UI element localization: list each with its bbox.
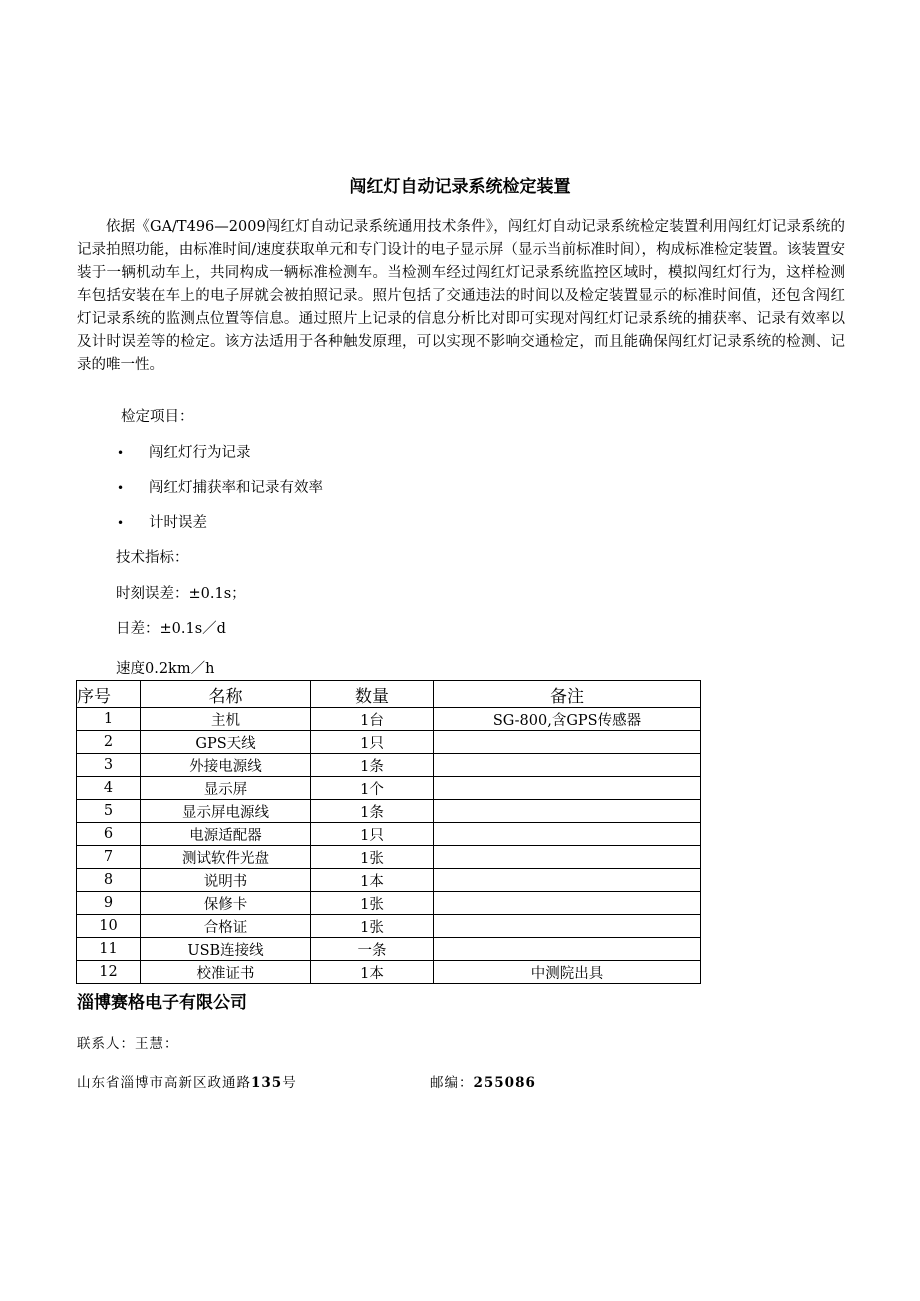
cell-name: USB连接线 bbox=[141, 938, 311, 961]
inspection-item: 闯红灯捕获率和记录有效率 bbox=[149, 480, 323, 496]
cell-name: GPS天线 bbox=[141, 731, 311, 754]
cell-quantity: 1台 bbox=[311, 708, 434, 731]
cell-name: 说明书 bbox=[141, 869, 311, 892]
table-row bbox=[77, 892, 701, 915]
address-suffix: 号 bbox=[282, 1075, 297, 1091]
document-title: 闯红灯自动记录系统检定装置 bbox=[349, 177, 571, 197]
table-row bbox=[77, 731, 701, 754]
cell-quantity: 1本 bbox=[311, 869, 434, 892]
cell-index: 10 bbox=[77, 915, 141, 938]
cell-quantity: 1个 bbox=[311, 777, 434, 800]
intro-paragraph: 依据《GA/T496—2009闯红灯自动记录系统通用技术条件》，闯红灯自动记录系统检定装置利用闯红灯记录系统的记录拍照功能，由标准时间/速度获取单元和专门设计的电子显示屏（显示当前标准时间），构成标准检定装置。该装置安装于一辆机动车上，共同构成一辆标准检测车。当检测车经过闯红灯记录系统监控区域时，模拟闯红灯行为，这样检测车包括安装在车上的电子屏就会被拍照记录。照片包括了交通违法的时间以及检定装置显示的标准时间值，还包含闯红灯记录系统的监测点位置等信息。通过照片上记录的信息分析比对即可实现对闯红灯记录系统的捕获率、记录有效率以及计时误差等的检定。该方法适用于各种触发原理，可以实现不影响交通检定，而且能确保闯红灯记录系统的检测、记录的唯一性。 bbox=[77, 219, 845, 373]
cell-remarks bbox=[434, 869, 701, 892]
inspection-item: 闯红灯行为记录 bbox=[149, 445, 251, 461]
cell-quantity: 1条 bbox=[311, 800, 434, 823]
cell-quantity: 1张 bbox=[311, 892, 434, 915]
cell-quantity: 1只 bbox=[311, 823, 434, 846]
cell-name: 外接电源线 bbox=[141, 754, 311, 777]
table-row bbox=[77, 823, 701, 846]
cell-remarks bbox=[434, 823, 701, 846]
cell-name: 显示屏 bbox=[141, 777, 311, 800]
header-quantity: 数量 bbox=[311, 681, 434, 708]
cell-remarks bbox=[434, 754, 701, 777]
cell-name: 合格证 bbox=[141, 915, 311, 938]
address-prefix: 山东省淄博市高新区政通路 bbox=[77, 1075, 251, 1091]
cell-index: 3 bbox=[77, 754, 141, 777]
company-name: 淄博赛格电子有限公司 bbox=[77, 993, 247, 1013]
header-index: 序号 bbox=[77, 681, 141, 708]
cell-remarks: 中测院出具 bbox=[434, 961, 701, 984]
table-row bbox=[77, 869, 701, 892]
cell-remarks bbox=[434, 892, 701, 915]
header-name: 名称 bbox=[141, 681, 311, 708]
cell-quantity: 一条 bbox=[311, 938, 434, 961]
cell-name: 显示屏电源线 bbox=[141, 800, 311, 823]
cell-quantity: 1只 bbox=[311, 731, 434, 754]
bullet-icon: • bbox=[117, 446, 125, 460]
cell-quantity: 1本 bbox=[311, 961, 434, 984]
postal-label: 邮编： bbox=[430, 1075, 474, 1091]
cell-index: 8 bbox=[77, 869, 141, 892]
cell-index: 9 bbox=[77, 892, 141, 915]
contact-person: 联系人：王慧： bbox=[77, 1036, 179, 1052]
cell-remarks bbox=[434, 731, 701, 754]
spec-daily-error: 日差：±0.1s／d bbox=[116, 621, 226, 637]
cell-index: 6 bbox=[77, 823, 141, 846]
specs-heading: 技术指标： bbox=[116, 550, 189, 566]
table-row bbox=[77, 846, 701, 869]
cell-remarks: SG-800,含GPS传感器 bbox=[434, 708, 701, 731]
cell-index: 7 bbox=[77, 846, 141, 869]
cell-name: 校准证书 bbox=[141, 961, 311, 984]
spec-speed: 速度0.2km／h bbox=[116, 661, 215, 677]
table-row bbox=[77, 777, 701, 800]
header-remarks: 备注 bbox=[434, 681, 701, 708]
table-row bbox=[77, 708, 701, 731]
cell-name: 保修卡 bbox=[141, 892, 311, 915]
cell-remarks bbox=[434, 846, 701, 869]
postal-code-value: 255086 bbox=[473, 1075, 536, 1091]
cell-remarks bbox=[434, 800, 701, 823]
cell-index: 4 bbox=[77, 777, 141, 800]
cell-index: 1 bbox=[77, 708, 141, 731]
cell-quantity: 1张 bbox=[311, 915, 434, 938]
table-row bbox=[77, 938, 701, 961]
bullet-icon: • bbox=[117, 481, 125, 495]
table-row bbox=[77, 800, 701, 823]
table-row bbox=[77, 754, 701, 777]
cell-name: 电源适配器 bbox=[141, 823, 311, 846]
cell-quantity: 1张 bbox=[311, 846, 434, 869]
equipment-table bbox=[76, 680, 701, 984]
postal-code bbox=[430, 1073, 536, 1093]
cell-index: 11 bbox=[77, 938, 141, 961]
table-row bbox=[77, 915, 701, 938]
spec-time-error: 时刻误差：±0.1s； bbox=[116, 586, 246, 602]
address-number: 135 bbox=[251, 1075, 283, 1091]
cell-name: 主机 bbox=[141, 708, 311, 731]
bullet-icon: • bbox=[117, 516, 125, 530]
cell-index: 5 bbox=[77, 800, 141, 823]
inspection-item: 计时误差 bbox=[149, 515, 207, 531]
company-address bbox=[77, 1073, 297, 1093]
cell-quantity: 1条 bbox=[311, 754, 434, 777]
cell-remarks bbox=[434, 777, 701, 800]
cell-index: 12 bbox=[77, 961, 141, 984]
cell-name: 测试软件光盘 bbox=[141, 846, 311, 869]
table-header-row bbox=[77, 681, 701, 708]
table-row bbox=[77, 961, 701, 984]
cell-remarks bbox=[434, 938, 701, 961]
inspection-heading: 检定项目： bbox=[121, 409, 194, 425]
cell-remarks bbox=[434, 915, 701, 938]
cell-index: 2 bbox=[77, 731, 141, 754]
